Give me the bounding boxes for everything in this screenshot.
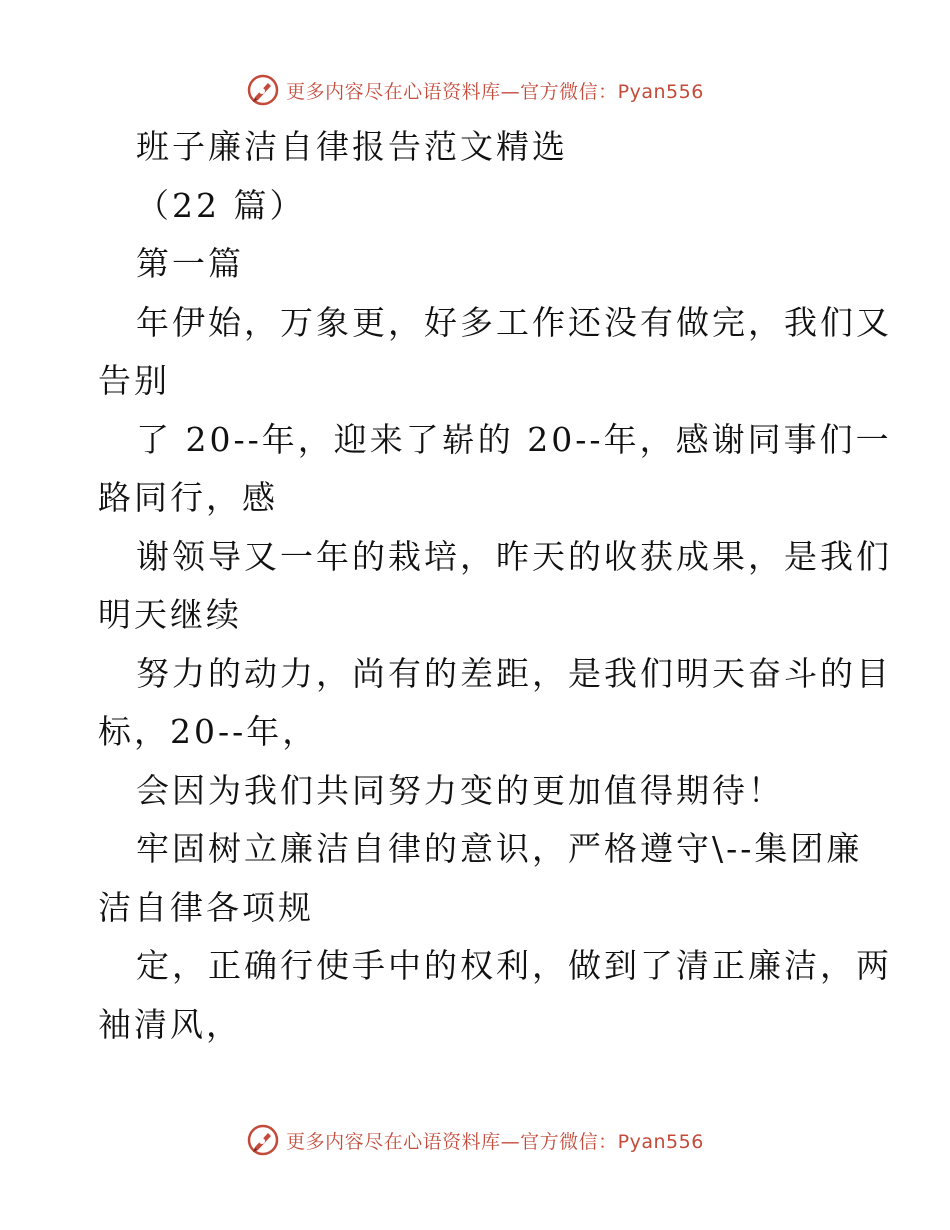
paragraph-line: 努力的动力，尚有的差距，是我们明天奋斗的目: [136, 654, 892, 693]
paragraph-line: 会因为我们共同努力变的更加值得期待！: [136, 771, 784, 810]
paragraph-line: 告别: [98, 361, 170, 400]
paragraph-line: 洁自律各项规: [98, 888, 314, 927]
watermark-text: 更多内容尽在心语资料库—官方微信：Pyan556: [286, 1130, 704, 1153]
footer-watermark: [0, 1120, 950, 1160]
paragraph-line: 路同行，感: [98, 478, 278, 517]
paragraph-line: 袖清风，: [98, 1005, 242, 1044]
watermark-text: 更多内容尽在心语资料库—官方微信：Pyan556: [286, 80, 704, 103]
document-title: 班子廉洁自律报告范文精选: [136, 127, 568, 166]
red-pen-circle-logo-icon: [246, 73, 280, 107]
paragraph-line: 定，正确行使手中的权利，做到了清正廉洁，两: [136, 946, 892, 985]
paragraph-line: 牢固树立廉洁自律的意识，严格遵守\--集团廉: [136, 829, 863, 868]
document-subtitle: （22 篇）: [136, 186, 306, 225]
header-watermark: [0, 70, 950, 110]
paragraph-line: 标，20--年，: [98, 712, 319, 751]
paragraph-line: 了 20--年，迎来了崭的 20--年，感谢同事们一: [136, 420, 892, 459]
red-pen-circle-logo-icon: [246, 1123, 280, 1157]
paragraph-line: 明天继续: [98, 595, 242, 634]
paragraph-line: 谢领导又一年的栽培，昨天的收获成果，是我们: [136, 537, 892, 576]
paragraph-line: 年伊始，万象更，好多工作还没有做完，我们又: [136, 303, 892, 342]
section-heading: 第一篇: [136, 244, 244, 283]
